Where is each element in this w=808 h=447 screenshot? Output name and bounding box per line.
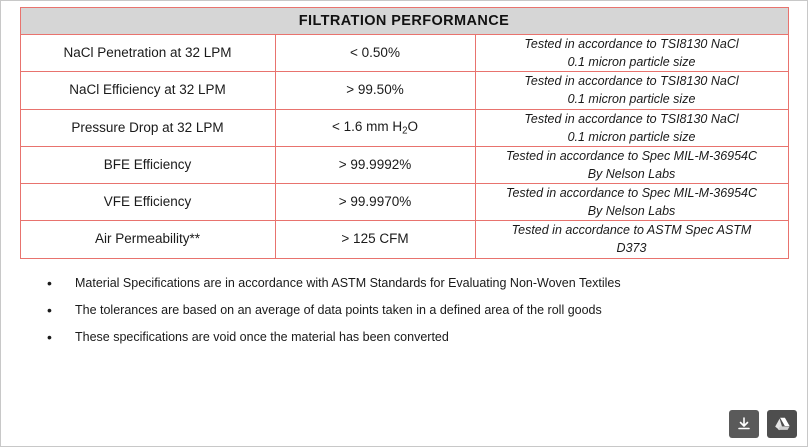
row-note-line1: Tested in accordance to ASTM Spec ASTM	[511, 223, 752, 238]
row-value-prefix: < 1.6 mm H	[331, 118, 403, 134]
row-note-line1: Tested in accordance to TSI8130 NaCl	[524, 74, 739, 89]
table-row	[20, 72, 788, 109]
row-label: BFE Efficiency	[20, 146, 275, 183]
table-row	[20, 184, 788, 221]
save-to-drive-icon	[774, 416, 791, 432]
row-note-line2: 0.1 micron particle size	[567, 129, 696, 144]
row-value: > 99.50%	[275, 72, 475, 109]
row-value	[275, 109, 475, 146]
row-note-line1: Tested in accordance to Spec MIL-M-36954C	[505, 148, 758, 163]
table-row	[20, 221, 788, 258]
row-note	[475, 35, 788, 72]
row-note-line2: By Nelson Labs	[587, 204, 676, 219]
row-note-line1: Tested in accordance to TSI8130 NaCl	[524, 111, 739, 126]
table-title: FILTRATION PERFORMANCE	[20, 8, 788, 35]
save-to-drive-button[interactable]	[767, 410, 797, 438]
row-value: < 0.50%	[275, 35, 475, 72]
row-note	[475, 184, 788, 221]
row-value: > 125 CFM	[275, 221, 475, 258]
row-label: NaCl Penetration at 32 LPM	[20, 35, 275, 72]
row-note	[475, 109, 788, 146]
row-label: VFE Efficiency	[20, 184, 275, 221]
list-item: • The tolerances are based on an average of data points taken in a defined area of the roll goods	[1, 302, 807, 318]
row-note-line2: By Nelson Labs	[587, 166, 676, 181]
row-note	[475, 146, 788, 183]
row-note-line2: 0.1 micron particle size	[567, 55, 696, 70]
list-item: • Material Specifications are in accordance with ASTM Standards for Evaluating Non-Woven Textiles	[1, 275, 807, 291]
row-note-line1: Tested in accordance to Spec MIL-M-36954C	[505, 186, 758, 200]
viewer-action-buttons	[729, 410, 797, 438]
row-label: NaCl Efficiency at 32 LPM	[20, 72, 275, 109]
row-note-line1: Tested in accordance to TSI8130 NaCl	[524, 37, 739, 51]
row-value: > 99.9970%	[275, 184, 475, 221]
table-row	[20, 109, 788, 146]
row-note	[475, 72, 788, 109]
download-button[interactable]	[729, 410, 759, 438]
table-row	[20, 35, 788, 72]
row-note	[475, 221, 788, 258]
row-value-subscript: 2	[402, 125, 408, 137]
row-value: > 99.9992%	[275, 146, 475, 183]
table-title-row	[20, 8, 788, 35]
row-value-suffix: O	[407, 118, 419, 134]
filtration-performance-table	[20, 7, 789, 259]
list-item: • These specifications are void once the material has been converted	[1, 329, 807, 345]
download-icon	[736, 416, 752, 432]
table-row	[20, 146, 788, 183]
row-label: Pressure Drop at 32 LPM	[20, 109, 275, 146]
footnote-list	[1, 275, 807, 346]
row-label: Air Permeability**	[20, 221, 275, 258]
row-note-line2: D373	[616, 241, 647, 256]
row-note-line2: 0.1 micron particle size	[567, 92, 696, 107]
